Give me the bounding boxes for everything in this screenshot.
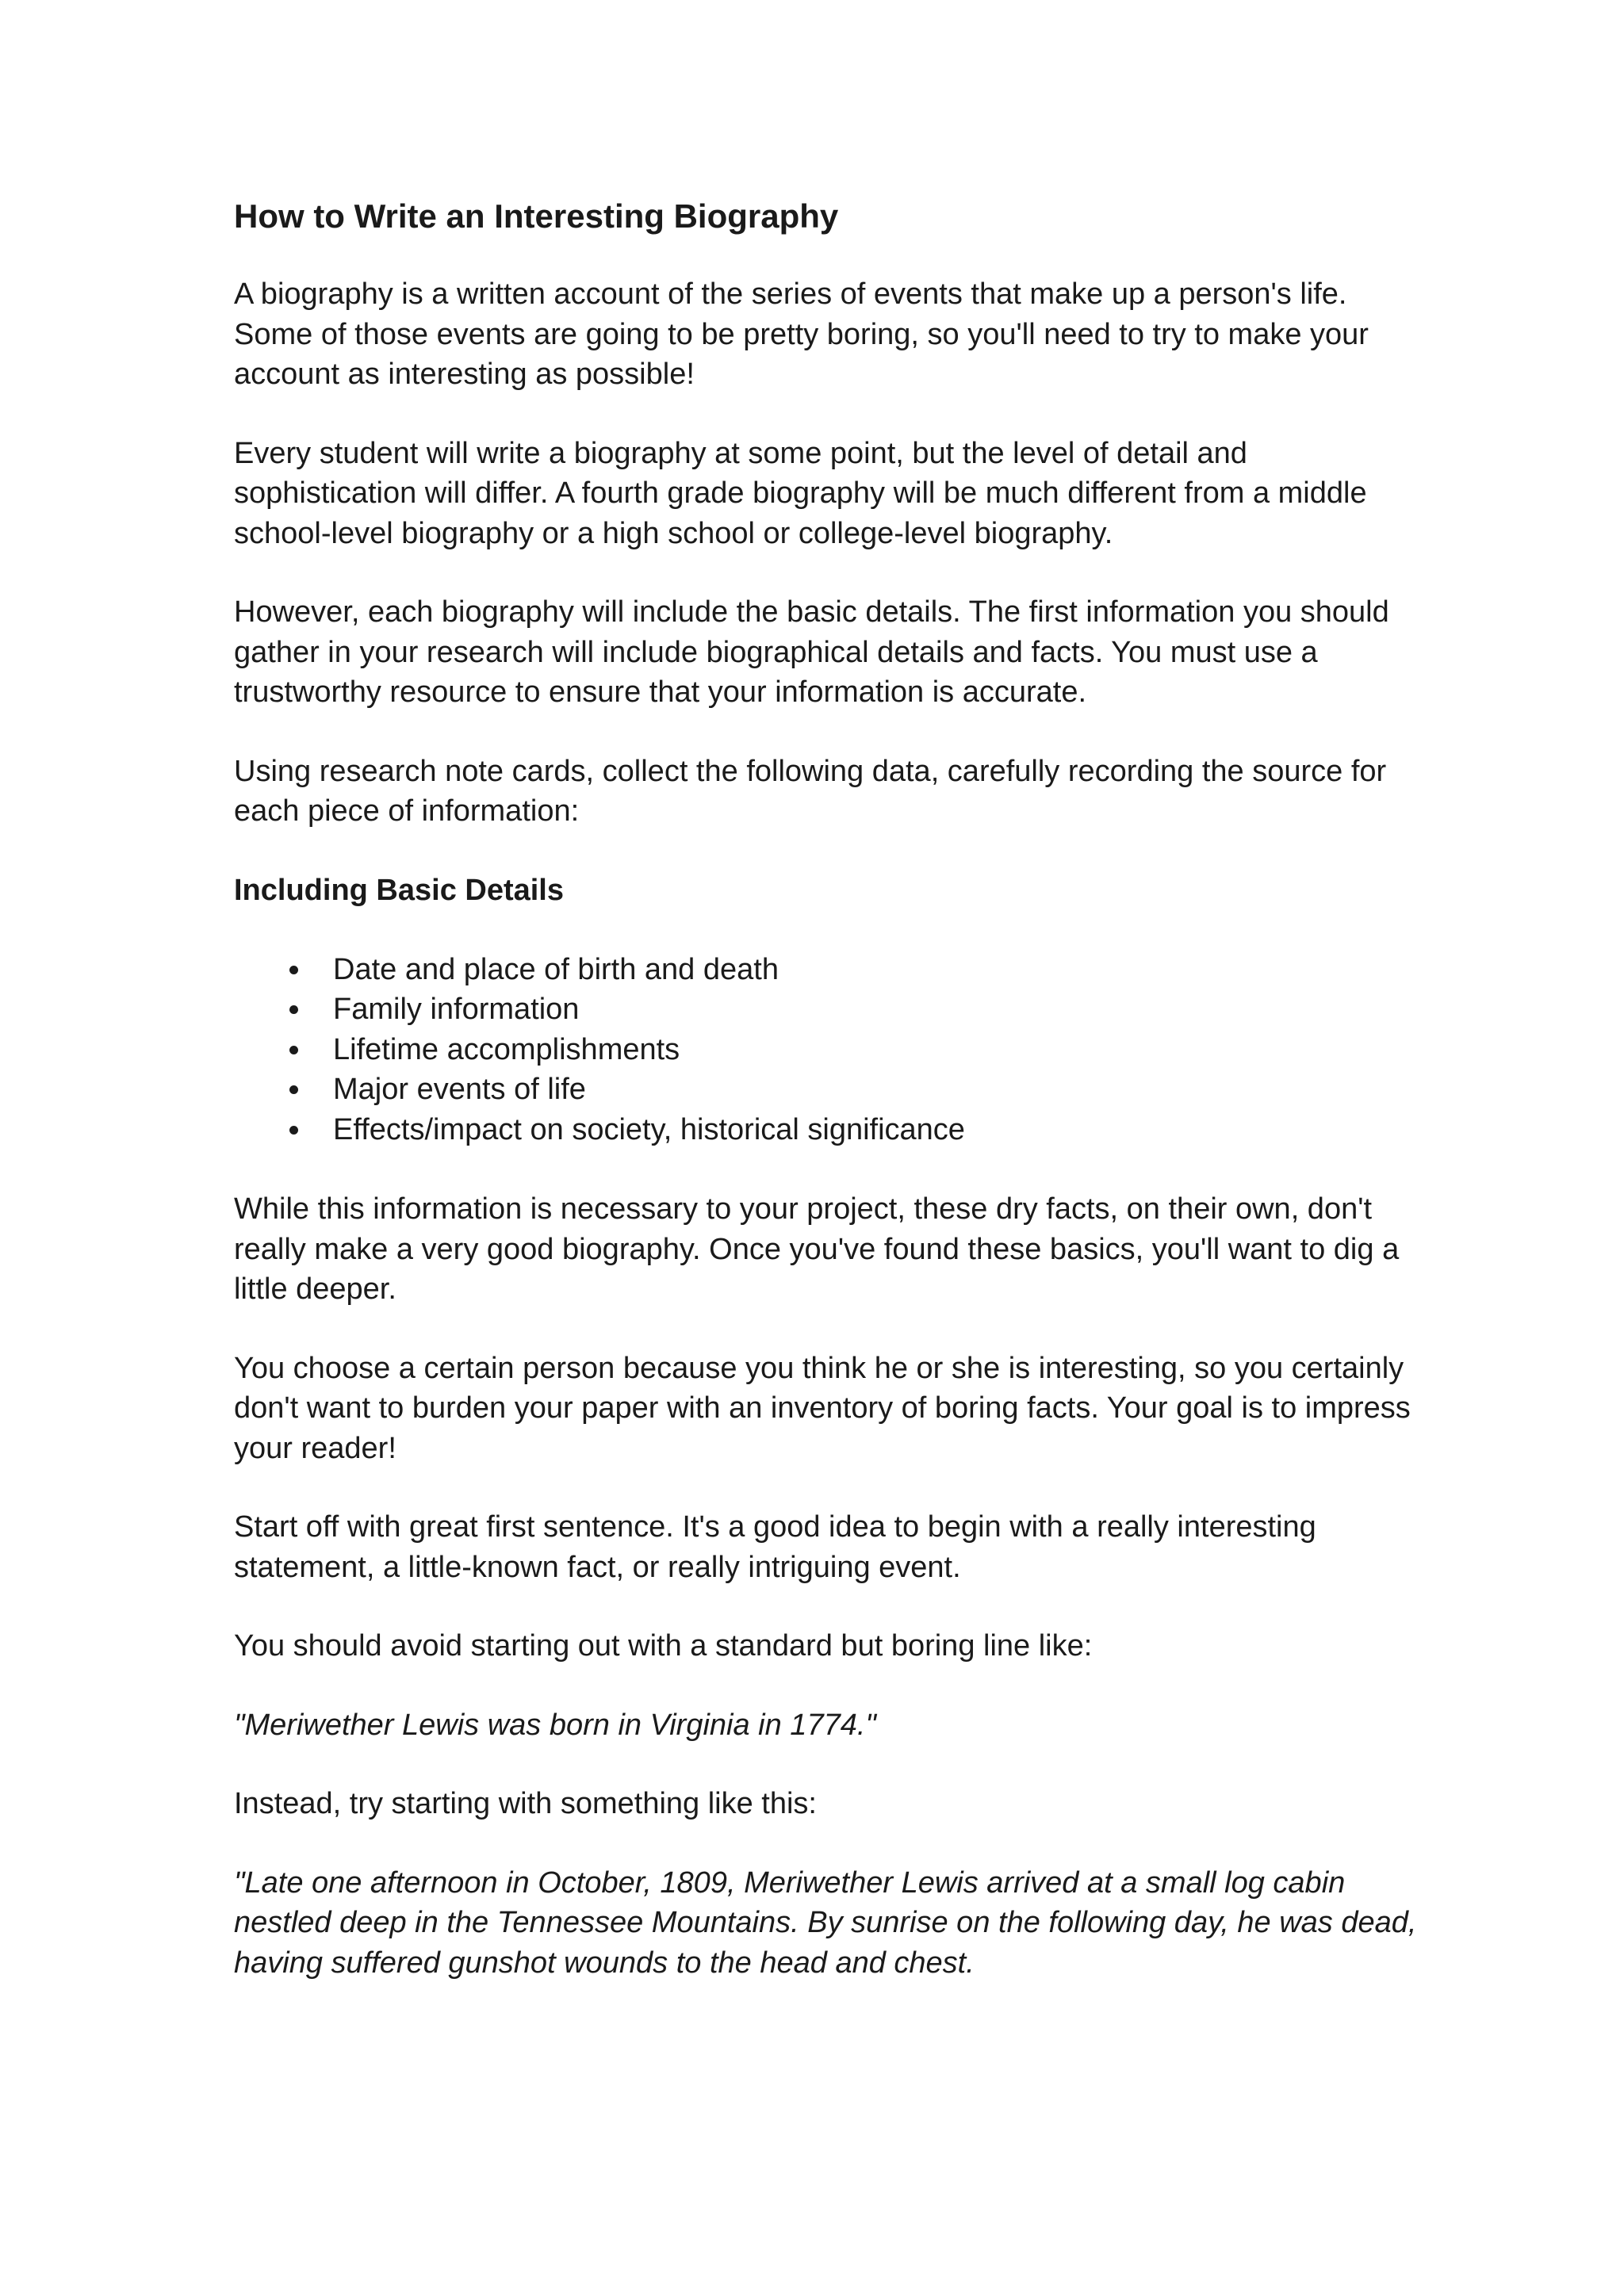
basic-details-list	[234, 950, 1423, 1150]
paragraph-student-levels: Every student will write a biography at some point, but the level of detail and sophistication will differ. A fourth grade biography will be much different from a middle school-level biography or a high school or college-level biography.	[234, 436, 1367, 550]
bullet-icon	[289, 1126, 298, 1135]
paragraph-first-sentence: Start off with great first sentence. It's a good idea to begin with a really interesting statement, a little-known fact, or really intriguing event.	[234, 1510, 1316, 1584]
list-item	[234, 1070, 1423, 1110]
paragraph-avoid-boring: You should avoid starting out with a standard but boring line like:	[234, 1629, 1093, 1663]
list-item-text: Family information	[333, 993, 580, 1026]
paragraph-instead: Instead, try starting with something like this:	[234, 1787, 817, 1820]
list-item-text: Effects/impact on society, historical significance	[333, 1112, 965, 1146]
document-body	[234, 193, 1423, 2022]
list-item-text: Lifetime accomplishments	[333, 1032, 680, 1066]
paragraph-dig-deeper: While this information is necessary to your project, these dry facts, on their own, don't really make a very good biography. Once you've found these basics, you'll want to dig a little deeper.	[234, 1192, 1400, 1306]
paragraph-impress-reader: You choose a certain person because you think he or she is interesting, so you certainly don't want to burden your paper with an inventory of boring facts. Your goal is to impress your reader!	[234, 1351, 1411, 1465]
quote-boring-example: "Meriwether Lewis was born in Virginia in 1774."	[234, 1708, 876, 1742]
paragraph-intro-definition: A biography is a written account of the series of events that make up a person's life. Some of those events are going to be pretty boring, so you'll need to try to make your account as interesting as possible!	[234, 277, 1369, 391]
bullet-icon	[289, 1005, 298, 1014]
paragraph-note-cards: Using research note cards, collect the following data, carefully recording the source for each piece of information:	[234, 754, 1387, 828]
section-heading-basic-details: Including Basic Details	[234, 873, 564, 907]
bullet-icon	[289, 1085, 298, 1094]
quote-interesting-example: "Late one afternoon in October, 1809, Meriwether Lewis arrived at a small log cabin nestled deep in the Tennessee Mountains. By sunrise on the following day, he was dead, having suffered gunshot wounds to the head and chest.	[234, 1866, 1417, 1980]
document-title: How to Write an Interesting Biography	[234, 197, 839, 235]
paragraph-basic-details: However, each biography will include the basic details. The first information you should gather in your research will include biographical details and facts. You must use a trustworthy resource to ensure that your information is accurate.	[234, 595, 1389, 709]
bullet-icon	[289, 966, 298, 974]
list-item	[234, 1030, 1423, 1070]
bullet-icon	[289, 1046, 298, 1054]
list-item-text: Date and place of birth and death	[333, 952, 779, 986]
list-item-text: Major events of life	[333, 1073, 586, 1106]
list-item	[234, 1110, 1423, 1150]
list-item	[234, 950, 1423, 990]
list-item	[234, 989, 1423, 1030]
